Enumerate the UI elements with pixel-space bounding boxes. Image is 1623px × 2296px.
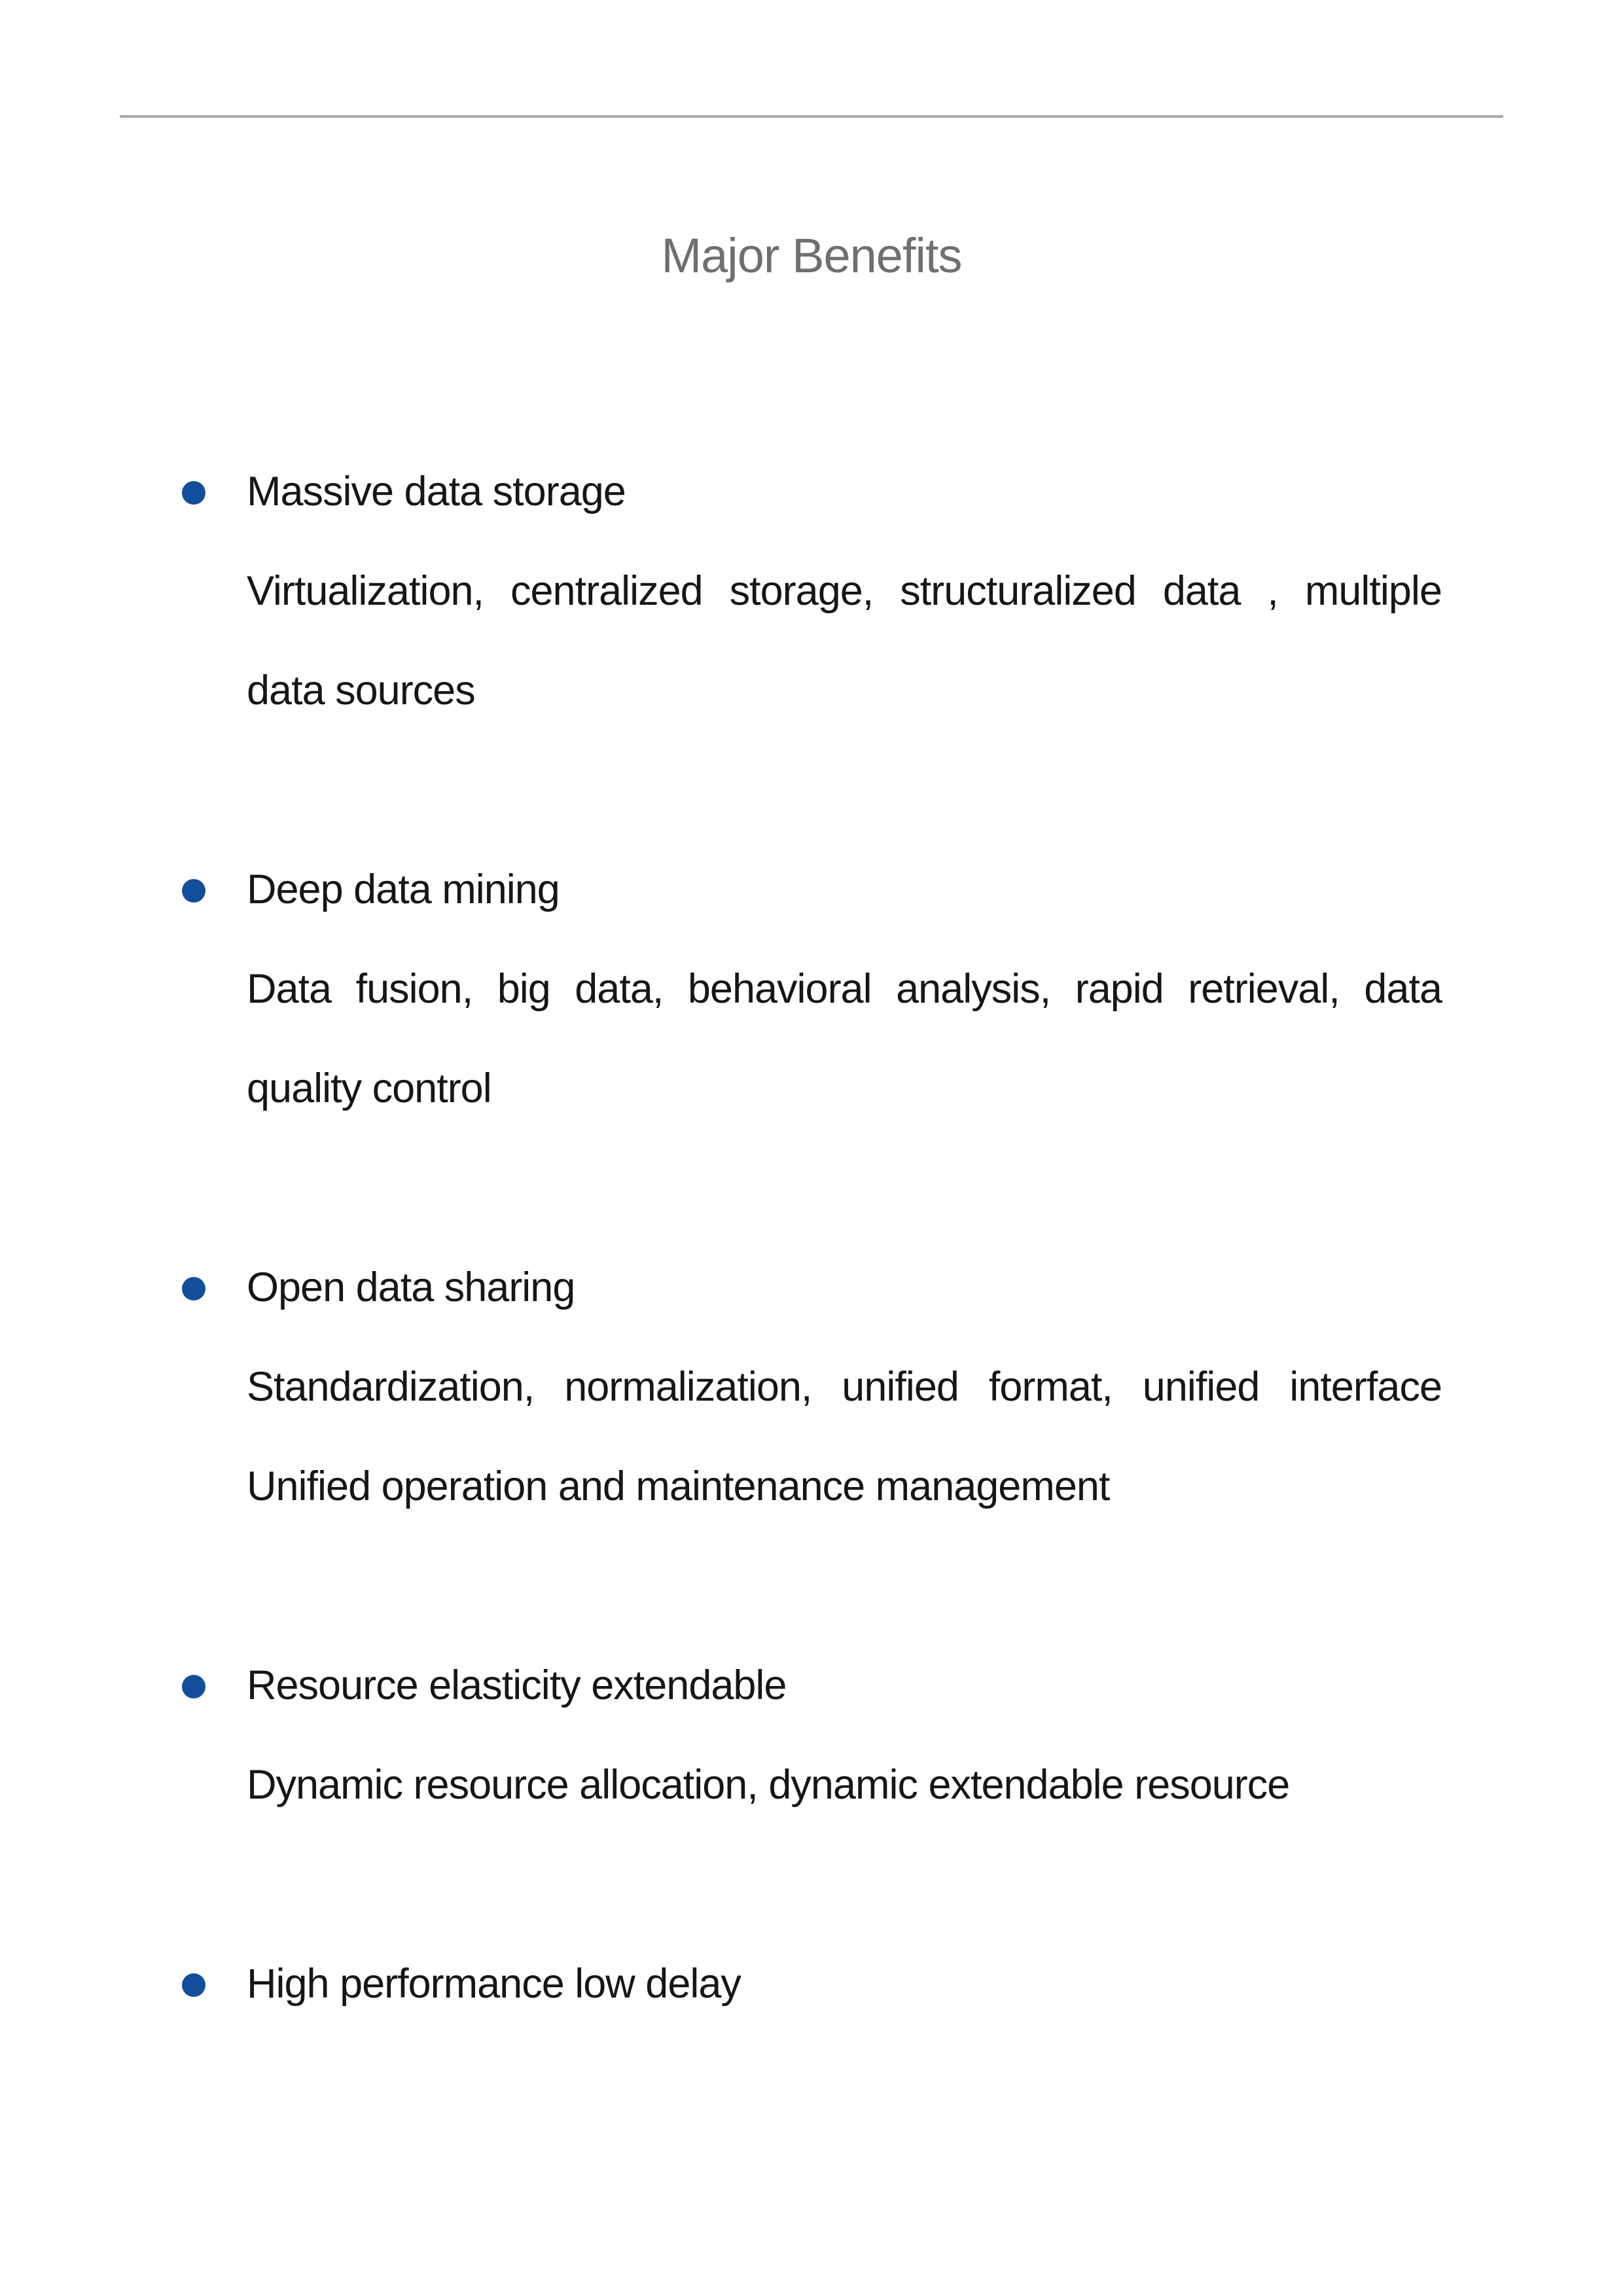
bullet-icon	[182, 1973, 205, 1997]
benefit-description-line: Dynamic resource allocation, dynamic extendable resource	[247, 1762, 1290, 1808]
bullet-icon	[182, 1675, 205, 1698]
top-divider	[120, 115, 1503, 118]
benefit-description-line: Data fusion, big data, behavioral analysis, rapid retrieval, data	[247, 966, 1442, 1012]
benefit-title: Open data sharing	[247, 1265, 575, 1310]
page-title: Major Benefits	[661, 228, 962, 283]
benefit-description-line: quality control	[247, 1066, 491, 1111]
benefit-title: Resource elasticity extendable	[247, 1662, 787, 1708]
benefit-title: Massive data storage	[247, 469, 626, 514]
benefit-item	[247, 1934, 1442, 2034]
benefit-item	[247, 1636, 1442, 1835]
benefit-item	[247, 840, 1442, 1138]
bullet-icon	[182, 481, 205, 505]
benefit-item	[247, 442, 1442, 740]
benefit-description-line: Unified operation and maintenance management	[247, 1463, 1110, 1509]
benefit-item	[247, 1238, 1442, 1536]
benefit-description-line: Virtualization, centralized storage, structuralized data , multiple	[247, 568, 1442, 614]
benefit-description-line: data sources	[247, 668, 475, 713]
benefit-title: High performance low delay	[247, 1961, 741, 2007]
benefit-title: Deep data mining	[247, 867, 560, 912]
bullet-icon	[182, 1277, 205, 1300]
benefit-description-line: Standardization, normalization, unified format, unified interface	[247, 1364, 1442, 1410]
bullet-icon	[182, 879, 205, 903]
